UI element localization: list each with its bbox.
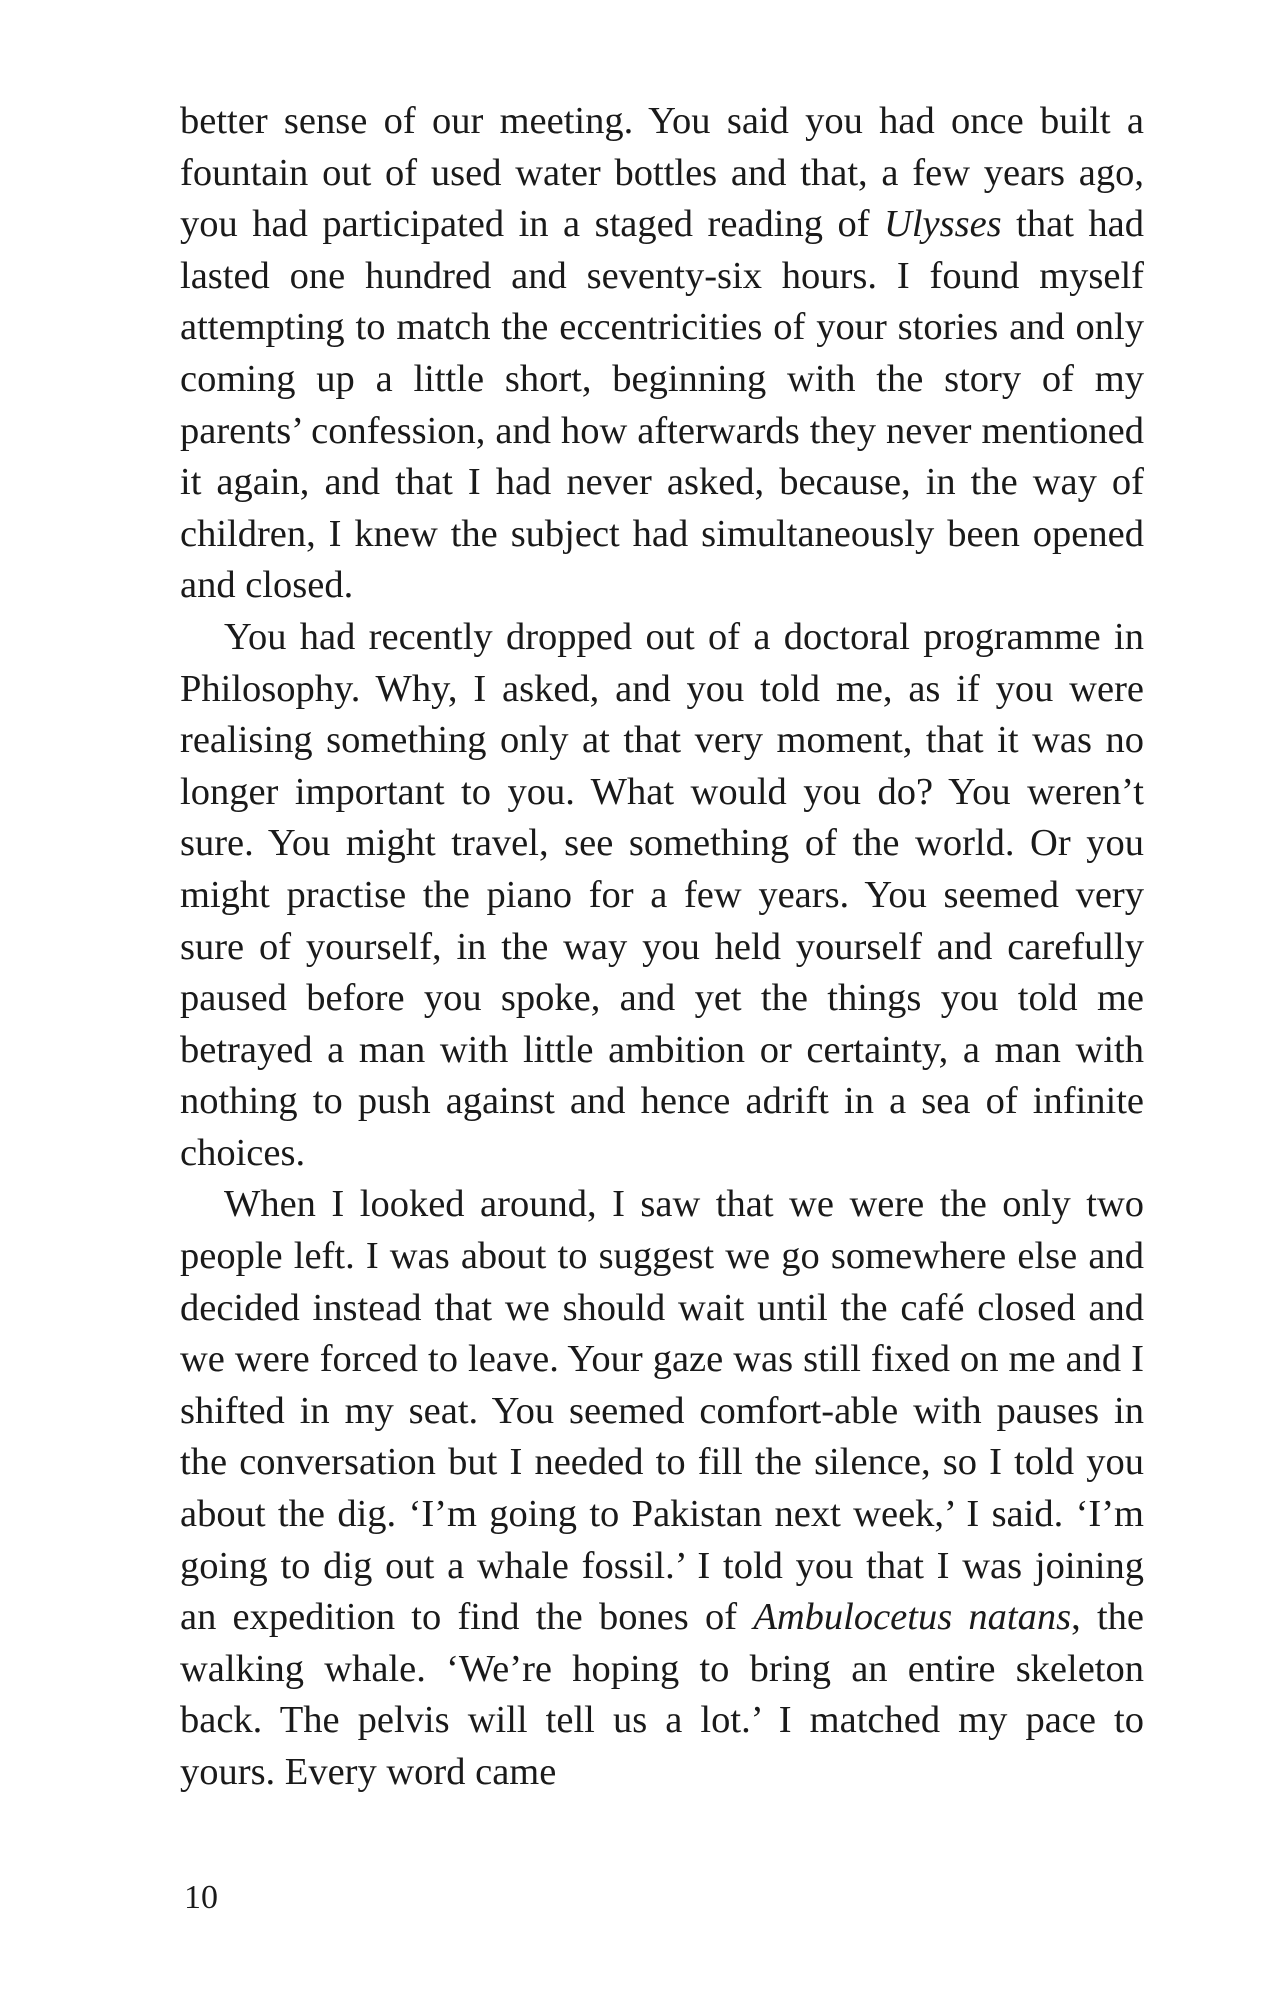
paragraph-3 [180,1179,1144,1798]
italic-species-name: Ambulocetus natans [753,1596,1072,1639]
paragraph-2 [180,612,1144,1180]
text-run: , the walking whale. ‘We’re hoping to bring an entire skeleton back. The pelvis will tell us a lot.’ I matched my pace to yours. Every word came [180,1596,1144,1793]
italic-title-ulysses: Ulysses [884,203,1002,246]
body-text [180,96,1144,1799]
text-run: You had recently dropped out of a doctoral programme in Philosophy. Why, I asked, and you told me, as if you were realising something only at that very moment, that it was no longer important to you. What would you do? You weren’t sure. You might travel, see something of the world. Or you might practise the piano for a few years. You seemed very sure of yourself, in the way you held yourself and carefully paused before you spoke, and yet the things you told me betrayed a man with little ambition or certainty, a man with nothing to push against and hence adrift in a sea of infinite choices. [180,615,1144,1174]
text-run: better sense of our meeting. You said you had once built a fountain out of used water bottles and that, a few years ago, you had participated in a staged reading of [180,100,1144,246]
text-run: that had lasted one hundred and seventy-six hours. I found myself attempting to match the eccentricities of your stories and only coming up a little short, beginning with the story of my parents’ confession, and how afterwards they never mentioned it again, and that I had never asked, because, in the way of children, I knew the subject had simultaneously been opened and closed. [180,203,1144,607]
paragraph-1 [180,96,1144,612]
page-number: 10 [184,1879,218,1916]
text-run: When I looked around, I saw that we were the only two people left. I was about to suggest we go somewhere else and decided instead that we should wait until the café closed and we were forced to leave. Your gaze was still fixed on me and I shifted in my seat. You seemed comfort-able with pauses in the conversation but I needed to fill the silence, so I told you about the dig. ‘I’m going to Pakistan next week,’ I said. ‘I’m going to dig out a whale fossil.’ I told you that I was joining an expedition to find the bones of [180,1183,1144,1639]
